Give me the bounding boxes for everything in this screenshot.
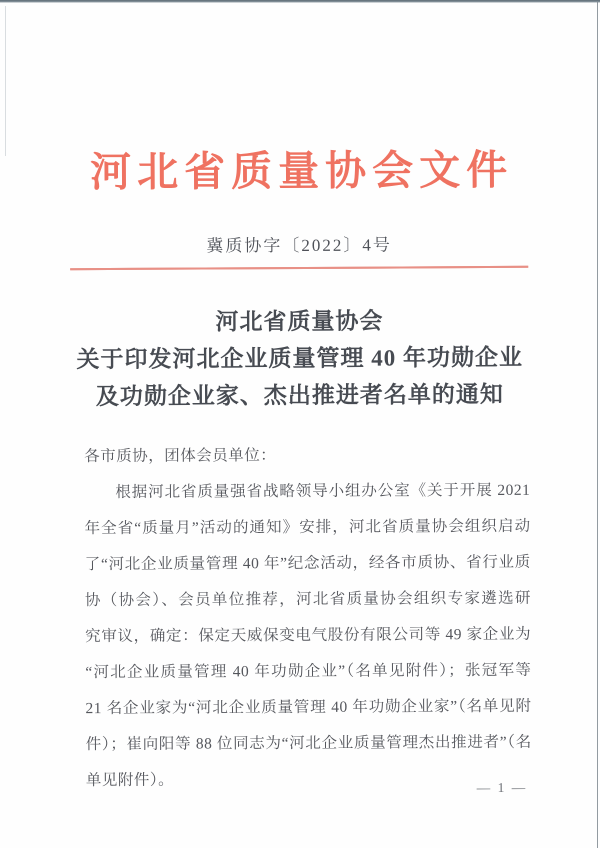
- body-line: “河北企业质量管理 40 年功勋企业”（名单见附件）；张冠军等: [85, 661, 532, 682]
- document-title-line-3: 及功勋企业家、杰出推进者名单的通知: [95, 381, 504, 410]
- document-title: [39, 302, 560, 416]
- document-reference-number: 冀质协字〔2022〕4号: [206, 235, 392, 256]
- body-line-last: 单见附件）。: [85, 771, 175, 790]
- body-salutation: 各市质协，团体会员单位：: [84, 447, 277, 466]
- document-title-line-2: 关于印发河北企业质量管理 40 年功勋企业: [76, 344, 523, 373]
- red-divider-rule: [70, 266, 528, 270]
- body-line: 年全省“质量月”活动的通知》安排，河北省质量协会组织启动: [84, 517, 531, 538]
- body-line: 协（协会）、会员单位推荐，河北省质量协会组织专家遴选研: [84, 589, 531, 610]
- document-letterhead-title: 河北省质量协会文件: [90, 146, 514, 196]
- document-title-line-1: 河北省质量协会: [215, 308, 384, 335]
- body-line: 件）；崔向阳等 88 位同志为“河北企业质量管理杰出推进者”（名: [85, 733, 532, 754]
- body-line: 21 名企业家为“河北企业质量管理 40 年功勋企业家”（名单见附: [85, 697, 532, 718]
- body-line: 究审议，确定：保定天威保变电气股份有限公司等 49 家企业为: [85, 625, 532, 646]
- page-number: — 1 —: [476, 779, 528, 796]
- body-line: 了“河北企业质量管理 40 年”纪念活动，经各市质协、省行业质: [84, 553, 531, 574]
- document-body: [84, 437, 532, 799]
- body-line: 根据河北省质量强省战略领导小组办公室《关于开展 2021: [115, 481, 531, 501]
